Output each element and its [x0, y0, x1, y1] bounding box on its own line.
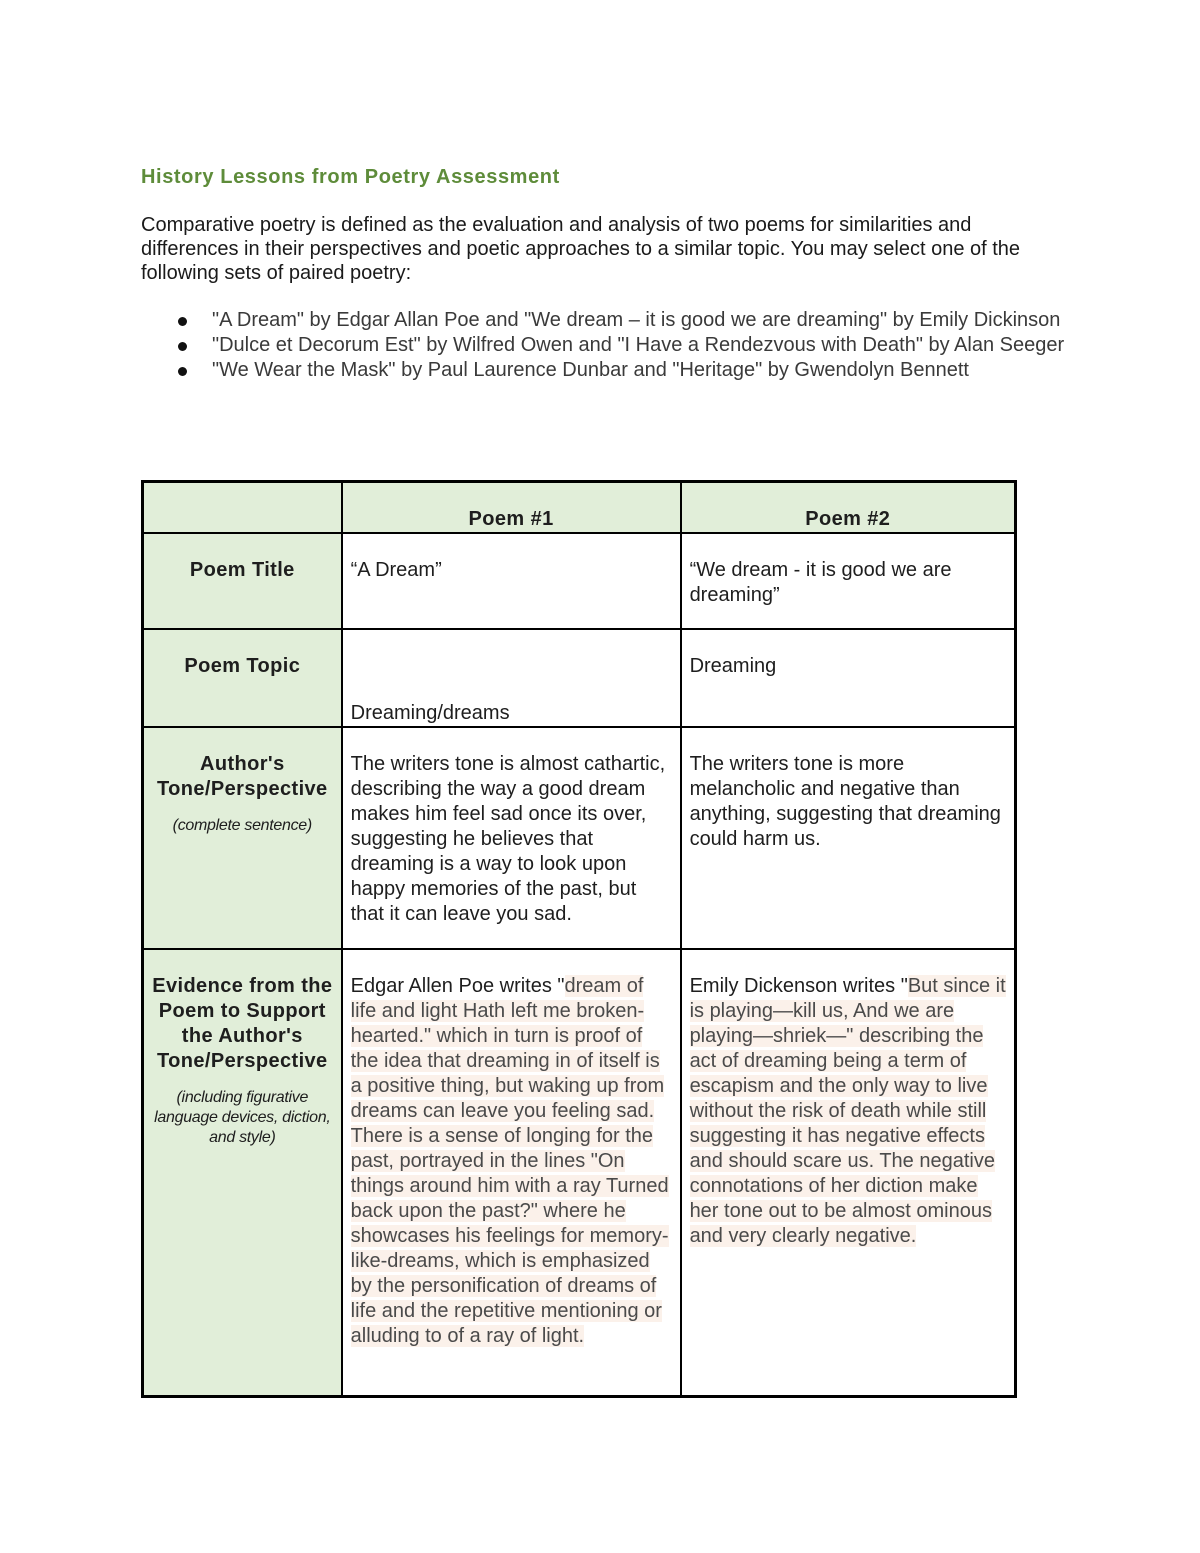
poem1-tone-cell: The writers tone is almost cathartic, describing the way a good dream makes him feel sad once its over, suggesting he believes that dreaming is a way to look upon happy memories of the past, but that it can leave you sad.: [342, 727, 681, 949]
poem1-evidence-cell: [342, 949, 681, 1396]
poem2-topic-cell: Dreaming: [681, 629, 1016, 727]
table-row-evidence: [143, 949, 1016, 1396]
poem1-topic-text: Dreaming/dreams: [350, 702, 510, 724]
table-row-title: [143, 533, 1016, 629]
poem1-evidence-quote: dream of life and light Hath left me broken-hearted." which in turn is proof of the idea that dreaming in of itself is a positive thing, but waking up from dreams can leave you feeling sad. There is a sense of longing for the past, portrayed in the lines "On things around him with a ray Turned back upon the past?" where he showcases his feelings for memory-like-dreams, which is emphasized by the personification of dreams of life and the repetitive mentioning or alluding to of a ray of light.: [350, 975, 669, 1347]
list-item: [172, 333, 1072, 358]
poem-pairs-list: [172, 308, 1072, 383]
table-header-row: [143, 482, 1016, 534]
evidence-note: (including figurative language devices, diction, and style): [154, 1089, 331, 1146]
poem2-evidence-quote: But since it is playing—kill us, And we are playing—shriek—" describing the act of dreaming being a term of escapism and the only way to live without the risk of death while still suggesting it has negative effects and should scare us. The negative connotations of her diction make her tone out to be almost ominous and very clearly negative.: [689, 975, 1006, 1247]
row-label-topic: Poem Topic: [143, 629, 342, 727]
list-item: [172, 308, 1072, 333]
header-cell-empty: [143, 482, 342, 534]
list-item-text: "We Wear the Mask" by Paul Laurence Dunbar and "Heritage" by Gwendolyn Bennett: [212, 359, 969, 381]
poem2-tone-cell: The writers tone is more melancholic and negative than anything, suggesting that dreaming could harm us.: [681, 727, 1016, 949]
poem1-title-cell: “A Dream”: [342, 533, 681, 629]
header-cell-poem1: Poem #1: [342, 482, 681, 534]
poem2-evidence-cell: [681, 949, 1016, 1396]
poem1-topic-cell: [342, 629, 681, 727]
bullet-icon: [178, 317, 187, 326]
poem2-title-cell: “We dream - it is good we are dreaming”: [681, 533, 1016, 629]
list-item: [172, 358, 1072, 383]
comparison-table: [141, 480, 1017, 1398]
row-label-title: Poem Title: [143, 533, 342, 629]
table-row-tone: [143, 727, 1016, 949]
tone-label: Author's Tone/Perspective: [157, 753, 328, 800]
row-label-tone: [143, 727, 342, 949]
poem1-evidence-lead: Edgar Allen Poe writes ": [350, 975, 565, 997]
tone-note: (complete sentence): [172, 817, 312, 834]
header-cell-poem2: Poem #2: [681, 482, 1016, 534]
list-item-text: "Dulce et Decorum Est" by Wilfred Owen and "I Have a Rendezvous with Death" by Alan Seeger: [212, 334, 1065, 356]
poem2-evidence-lead: Emily Dickenson writes ": [689, 975, 908, 997]
evidence-label: Evidence from the Poem to Support the Author's Tone/Perspective: [152, 975, 333, 1072]
row-label-evidence: [143, 949, 342, 1396]
bullet-icon: [178, 342, 187, 351]
list-item-text: "A Dream" by Edgar Allan Poe and "We dream – it is good we are dreaming" by Emily Dickinson: [212, 309, 1061, 331]
intro-paragraph: Comparative poetry is defined as the evaluation and analysis of two poems for similarities and differences in their perspectives and poetic approaches to a similar topic. You may select one of the following sets of paired poetry:: [141, 214, 1021, 284]
table-row-topic: [143, 629, 1016, 727]
bullet-icon: [178, 367, 187, 376]
page-title: History Lessons from Poetry Assessment: [141, 166, 560, 188]
